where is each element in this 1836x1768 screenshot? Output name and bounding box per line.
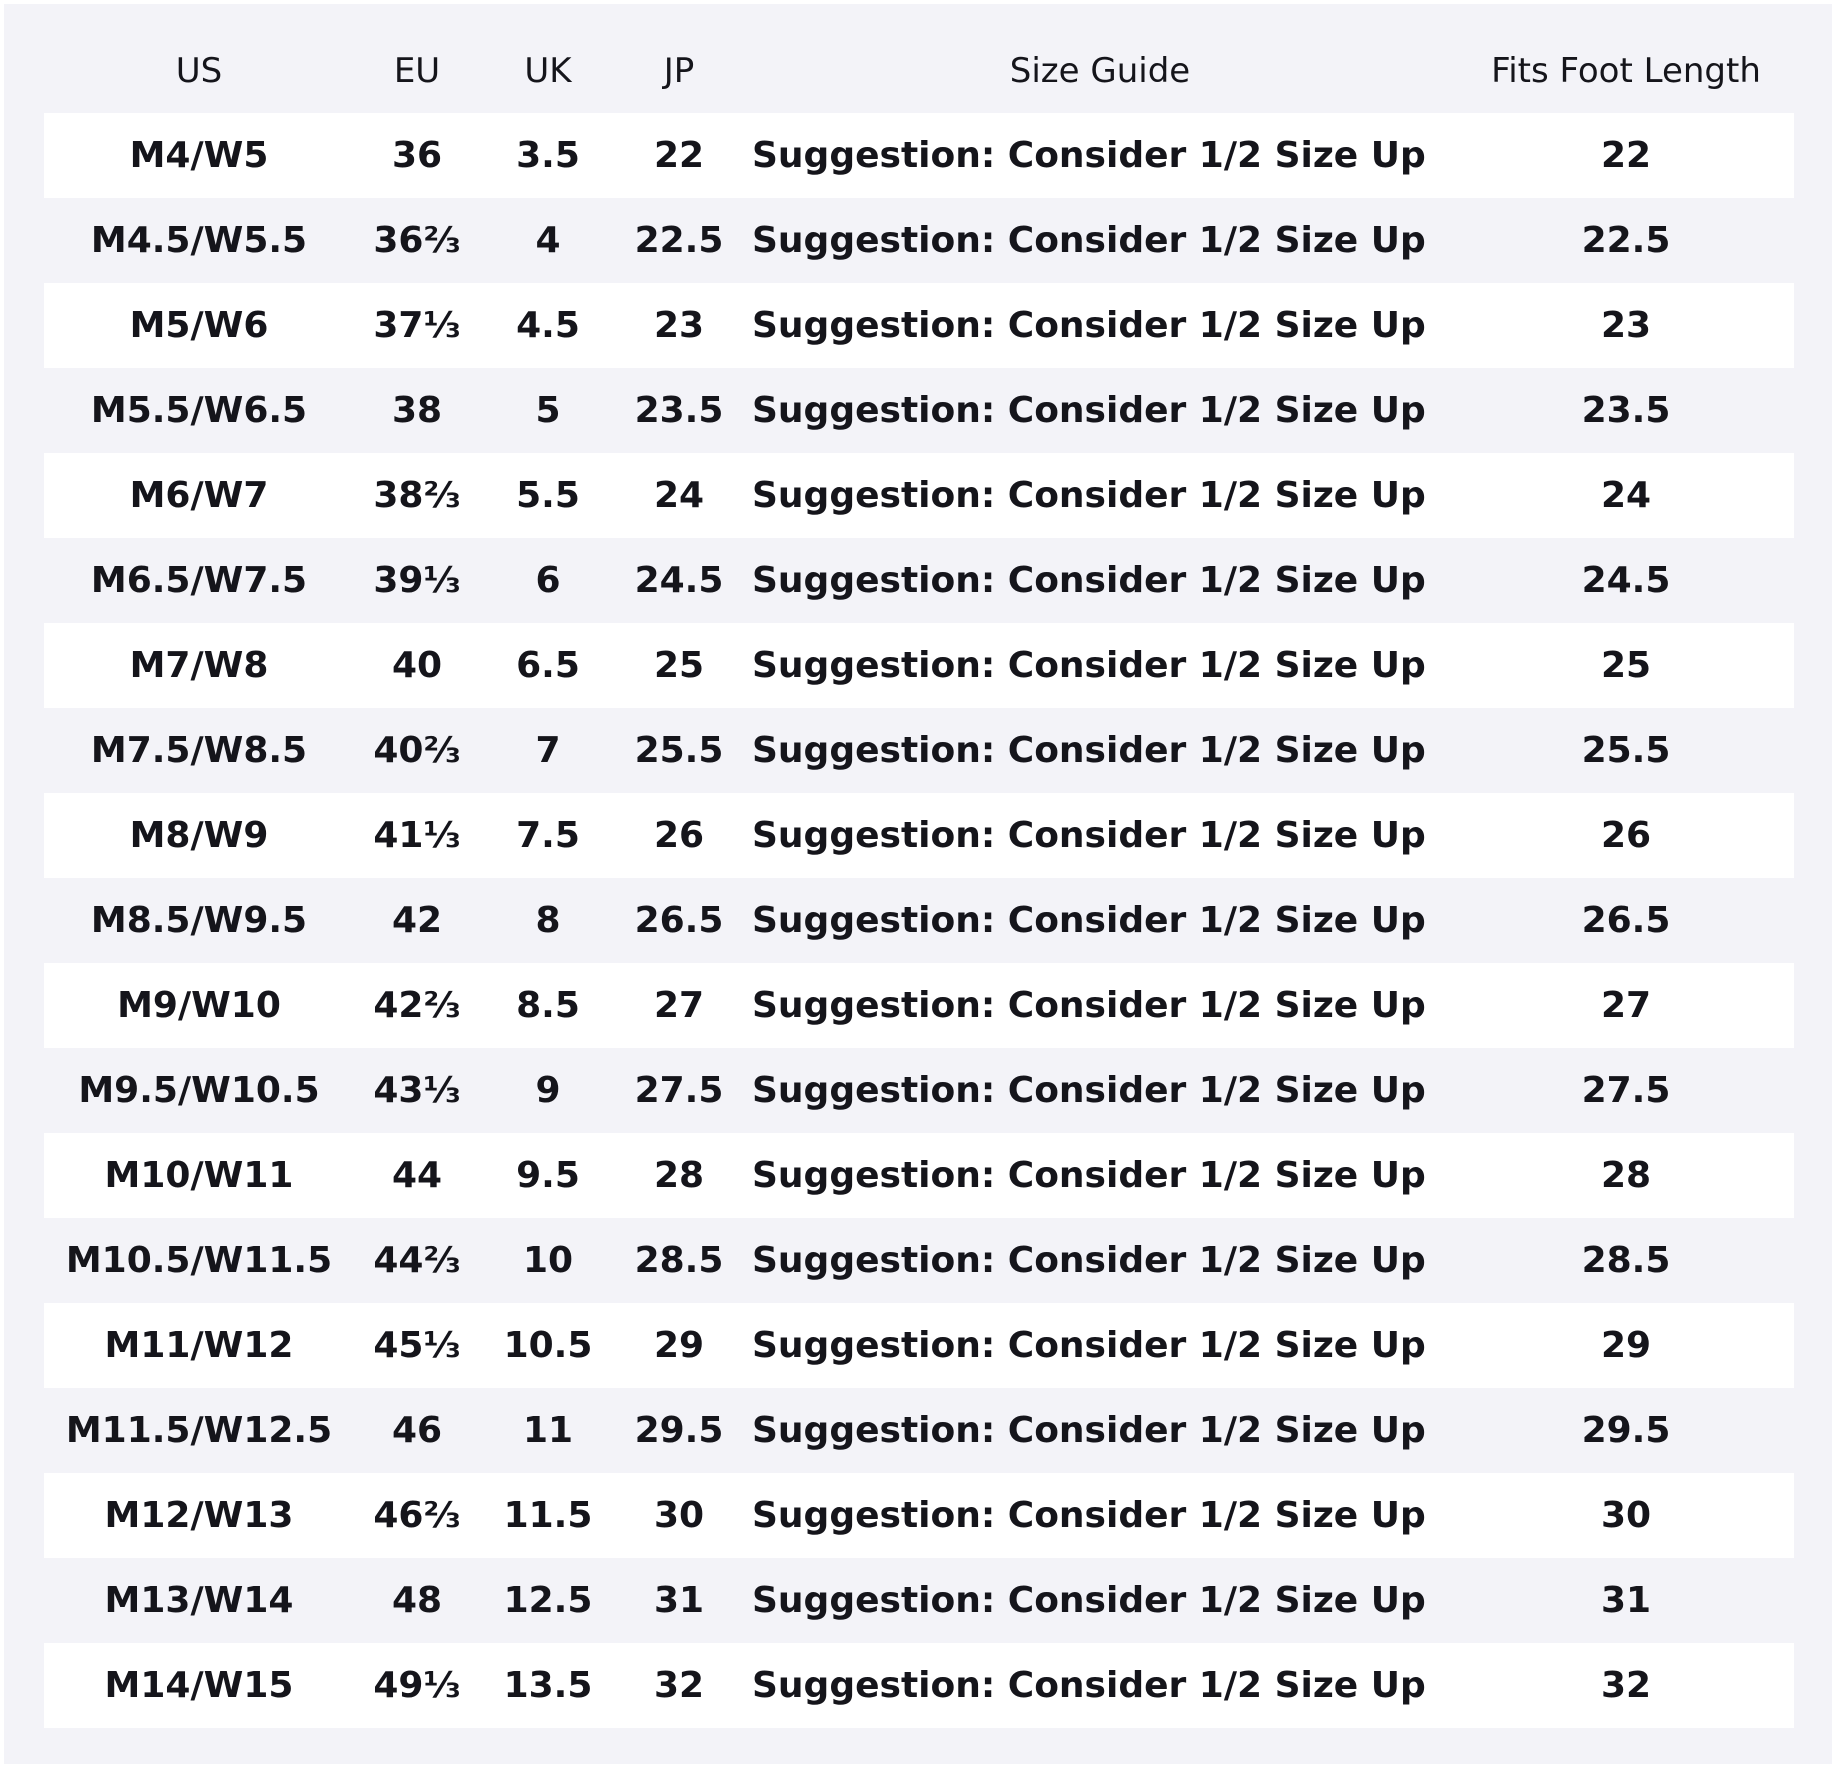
- cell-jp: 30: [653, 1495, 705, 1536]
- cell-jp: 26.5: [634, 900, 724, 941]
- cell-size-guide: Suggestion: Consider 1/2 Size Up: [752, 135, 1426, 176]
- cell-eu: 48: [391, 1580, 443, 1621]
- table-header: [44, 29, 1794, 113]
- cell-eu: 46: [391, 1410, 443, 1451]
- cell-us: M8/W9: [129, 815, 269, 856]
- cell-foot-length: 29.5: [1581, 1410, 1671, 1451]
- table-row: [44, 1048, 1794, 1133]
- column-header-uk: UK: [524, 51, 572, 91]
- table-row: [44, 1558, 1794, 1643]
- cell-eu: 42: [391, 900, 443, 941]
- cell-eu: 40: [391, 645, 443, 686]
- column-header-eu: EU: [393, 51, 441, 91]
- cell-uk: 10: [522, 1240, 574, 1281]
- table-body: [44, 113, 1794, 1728]
- cell-size-guide: Suggestion: Consider 1/2 Size Up: [752, 645, 1426, 686]
- table-row: [44, 1643, 1794, 1728]
- cell-eu: 37⅓: [373, 305, 461, 346]
- cell-jp: 25.5: [634, 730, 724, 771]
- cell-jp: 22.5: [634, 220, 724, 261]
- cell-eu: 36: [391, 135, 443, 176]
- table-row: [44, 708, 1794, 793]
- cell-uk: 11.5: [503, 1495, 593, 1536]
- cell-jp: 23.5: [634, 390, 724, 431]
- cell-eu: 45⅓: [373, 1325, 461, 1366]
- cell-eu: 41⅓: [373, 815, 461, 856]
- cell-uk: 6: [535, 560, 561, 601]
- cell-foot-length: 29: [1600, 1325, 1652, 1366]
- cell-size-guide: Suggestion: Consider 1/2 Size Up: [752, 220, 1426, 261]
- cell-foot-length: 24: [1600, 475, 1652, 516]
- table-row: [44, 1303, 1794, 1388]
- table-row: [44, 1388, 1794, 1473]
- cell-foot-length: 25: [1600, 645, 1652, 686]
- cell-us: M9/W10: [117, 985, 281, 1026]
- table-row: [44, 878, 1794, 963]
- cell-foot-length: 24.5: [1581, 560, 1671, 601]
- cell-size-guide: Suggestion: Consider 1/2 Size Up: [752, 1070, 1426, 1111]
- cell-foot-length: 22.5: [1581, 220, 1671, 261]
- cell-foot-length: 28: [1600, 1155, 1652, 1196]
- column-header-size-guide: Size Guide: [1009, 51, 1191, 91]
- column-header-foot-length: Fits Foot Length: [1491, 51, 1761, 91]
- cell-uk: 4: [535, 220, 561, 261]
- cell-size-guide: Suggestion: Consider 1/2 Size Up: [752, 730, 1426, 771]
- cell-us: M10.5/W11.5: [65, 1240, 333, 1281]
- header-row: [44, 29, 1794, 113]
- cell-jp: 29.5: [634, 1410, 724, 1451]
- cell-eu: 44⅔: [373, 1240, 461, 1281]
- table-row: [44, 1218, 1794, 1303]
- table-row: [44, 198, 1794, 283]
- cell-foot-length: 26.5: [1581, 900, 1671, 941]
- cell-foot-length: 27: [1600, 985, 1652, 1026]
- cell-size-guide: Suggestion: Consider 1/2 Size Up: [752, 1410, 1426, 1451]
- cell-us: M11/W12: [104, 1325, 294, 1366]
- cell-foot-length: 31: [1600, 1580, 1652, 1621]
- cell-foot-length: 23: [1600, 305, 1652, 346]
- cell-size-guide: Suggestion: Consider 1/2 Size Up: [752, 1240, 1426, 1281]
- table-row: [44, 963, 1794, 1048]
- cell-us: M11.5/W12.5: [65, 1410, 333, 1451]
- cell-jp: 27.5: [634, 1070, 724, 1111]
- cell-jp: 24: [653, 475, 705, 516]
- cell-uk: 7: [535, 730, 561, 771]
- cell-size-guide: Suggestion: Consider 1/2 Size Up: [752, 1155, 1426, 1196]
- table-row: [44, 623, 1794, 708]
- cell-uk: 5: [535, 390, 561, 431]
- cell-us: M13/W14: [104, 1580, 294, 1621]
- cell-size-guide: Suggestion: Consider 1/2 Size Up: [752, 985, 1426, 1026]
- cell-jp: 22: [653, 135, 705, 176]
- cell-us: M9.5/W10.5: [78, 1070, 320, 1111]
- table-row: [44, 368, 1794, 453]
- cell-uk: 12.5: [503, 1580, 593, 1621]
- table-row: [44, 538, 1794, 623]
- cell-uk: 3.5: [516, 135, 580, 176]
- cell-size-guide: Suggestion: Consider 1/2 Size Up: [752, 1665, 1426, 1706]
- cell-uk: 7.5: [516, 815, 580, 856]
- cell-size-guide: Suggestion: Consider 1/2 Size Up: [752, 305, 1426, 346]
- cell-foot-length: 30: [1600, 1495, 1652, 1536]
- cell-foot-length: 28.5: [1581, 1240, 1671, 1281]
- cell-size-guide: Suggestion: Consider 1/2 Size Up: [752, 1325, 1426, 1366]
- cell-foot-length: 27.5: [1581, 1070, 1671, 1111]
- size-chart-table: [44, 29, 1794, 1728]
- size-chart-panel: [4, 4, 1832, 1764]
- cell-us: M12/W13: [104, 1495, 294, 1536]
- cell-eu: 42⅔: [373, 985, 461, 1026]
- cell-us: M4/W5: [129, 135, 269, 176]
- cell-uk: 8: [535, 900, 561, 941]
- cell-size-guide: Suggestion: Consider 1/2 Size Up: [752, 475, 1426, 516]
- cell-us: M7/W8: [129, 645, 269, 686]
- cell-eu: 46⅔: [373, 1495, 461, 1536]
- cell-jp: 27: [653, 985, 705, 1026]
- cell-size-guide: Suggestion: Consider 1/2 Size Up: [752, 560, 1426, 601]
- table-row: [44, 1473, 1794, 1558]
- cell-eu: 44: [391, 1155, 443, 1196]
- cell-eu: 36⅔: [373, 220, 461, 261]
- cell-uk: 4.5: [516, 305, 580, 346]
- cell-us: M6.5/W7.5: [90, 560, 308, 601]
- cell-uk: 8.5: [516, 985, 580, 1026]
- cell-jp: 24.5: [634, 560, 724, 601]
- column-header-jp: JP: [663, 51, 695, 91]
- cell-foot-length: 32: [1600, 1665, 1652, 1706]
- cell-us: M6/W7: [129, 475, 269, 516]
- cell-jp: 23: [653, 305, 705, 346]
- cell-jp: 28: [653, 1155, 705, 1196]
- table-row: [44, 453, 1794, 538]
- table-row: [44, 1133, 1794, 1218]
- cell-size-guide: Suggestion: Consider 1/2 Size Up: [752, 390, 1426, 431]
- cell-uk: 6.5: [516, 645, 580, 686]
- cell-foot-length: 25.5: [1581, 730, 1671, 771]
- cell-size-guide: Suggestion: Consider 1/2 Size Up: [752, 815, 1426, 856]
- column-header-us: US: [175, 51, 223, 91]
- cell-uk: 11: [522, 1410, 574, 1451]
- cell-eu: 40⅔: [373, 730, 461, 771]
- cell-us: M10/W11: [104, 1155, 294, 1196]
- table-row: [44, 113, 1794, 198]
- cell-size-guide: Suggestion: Consider 1/2 Size Up: [752, 1495, 1426, 1536]
- cell-eu: 49⅓: [373, 1665, 461, 1706]
- cell-jp: 25: [653, 645, 705, 686]
- cell-jp: 26: [653, 815, 705, 856]
- cell-eu: 39⅓: [373, 560, 461, 601]
- cell-eu: 43⅓: [373, 1070, 461, 1111]
- cell-uk: 13.5: [503, 1665, 593, 1706]
- cell-uk: 10.5: [503, 1325, 593, 1366]
- cell-jp: 31: [653, 1580, 705, 1621]
- table-row: [44, 793, 1794, 878]
- table-row: [44, 283, 1794, 368]
- cell-jp: 29: [653, 1325, 705, 1366]
- cell-size-guide: Suggestion: Consider 1/2 Size Up: [752, 1580, 1426, 1621]
- cell-eu: 38⅔: [373, 475, 461, 516]
- cell-jp: 32: [653, 1665, 705, 1706]
- cell-us: M14/W15: [104, 1665, 294, 1706]
- cell-uk: 5.5: [516, 475, 580, 516]
- cell-us: M5.5/W6.5: [90, 390, 308, 431]
- cell-eu: 38: [391, 390, 443, 431]
- cell-us: M5/W6: [129, 305, 269, 346]
- cell-jp: 28.5: [634, 1240, 724, 1281]
- cell-us: M7.5/W8.5: [90, 730, 308, 771]
- cell-us: M8.5/W9.5: [90, 900, 308, 941]
- cell-foot-length: 23.5: [1581, 390, 1671, 431]
- cell-foot-length: 26: [1600, 815, 1652, 856]
- cell-size-guide: Suggestion: Consider 1/2 Size Up: [752, 900, 1426, 941]
- cell-us: M4.5/W5.5: [90, 220, 308, 261]
- cell-uk: 9: [535, 1070, 561, 1111]
- cell-uk: 9.5: [516, 1155, 580, 1196]
- cell-foot-length: 22: [1600, 135, 1652, 176]
